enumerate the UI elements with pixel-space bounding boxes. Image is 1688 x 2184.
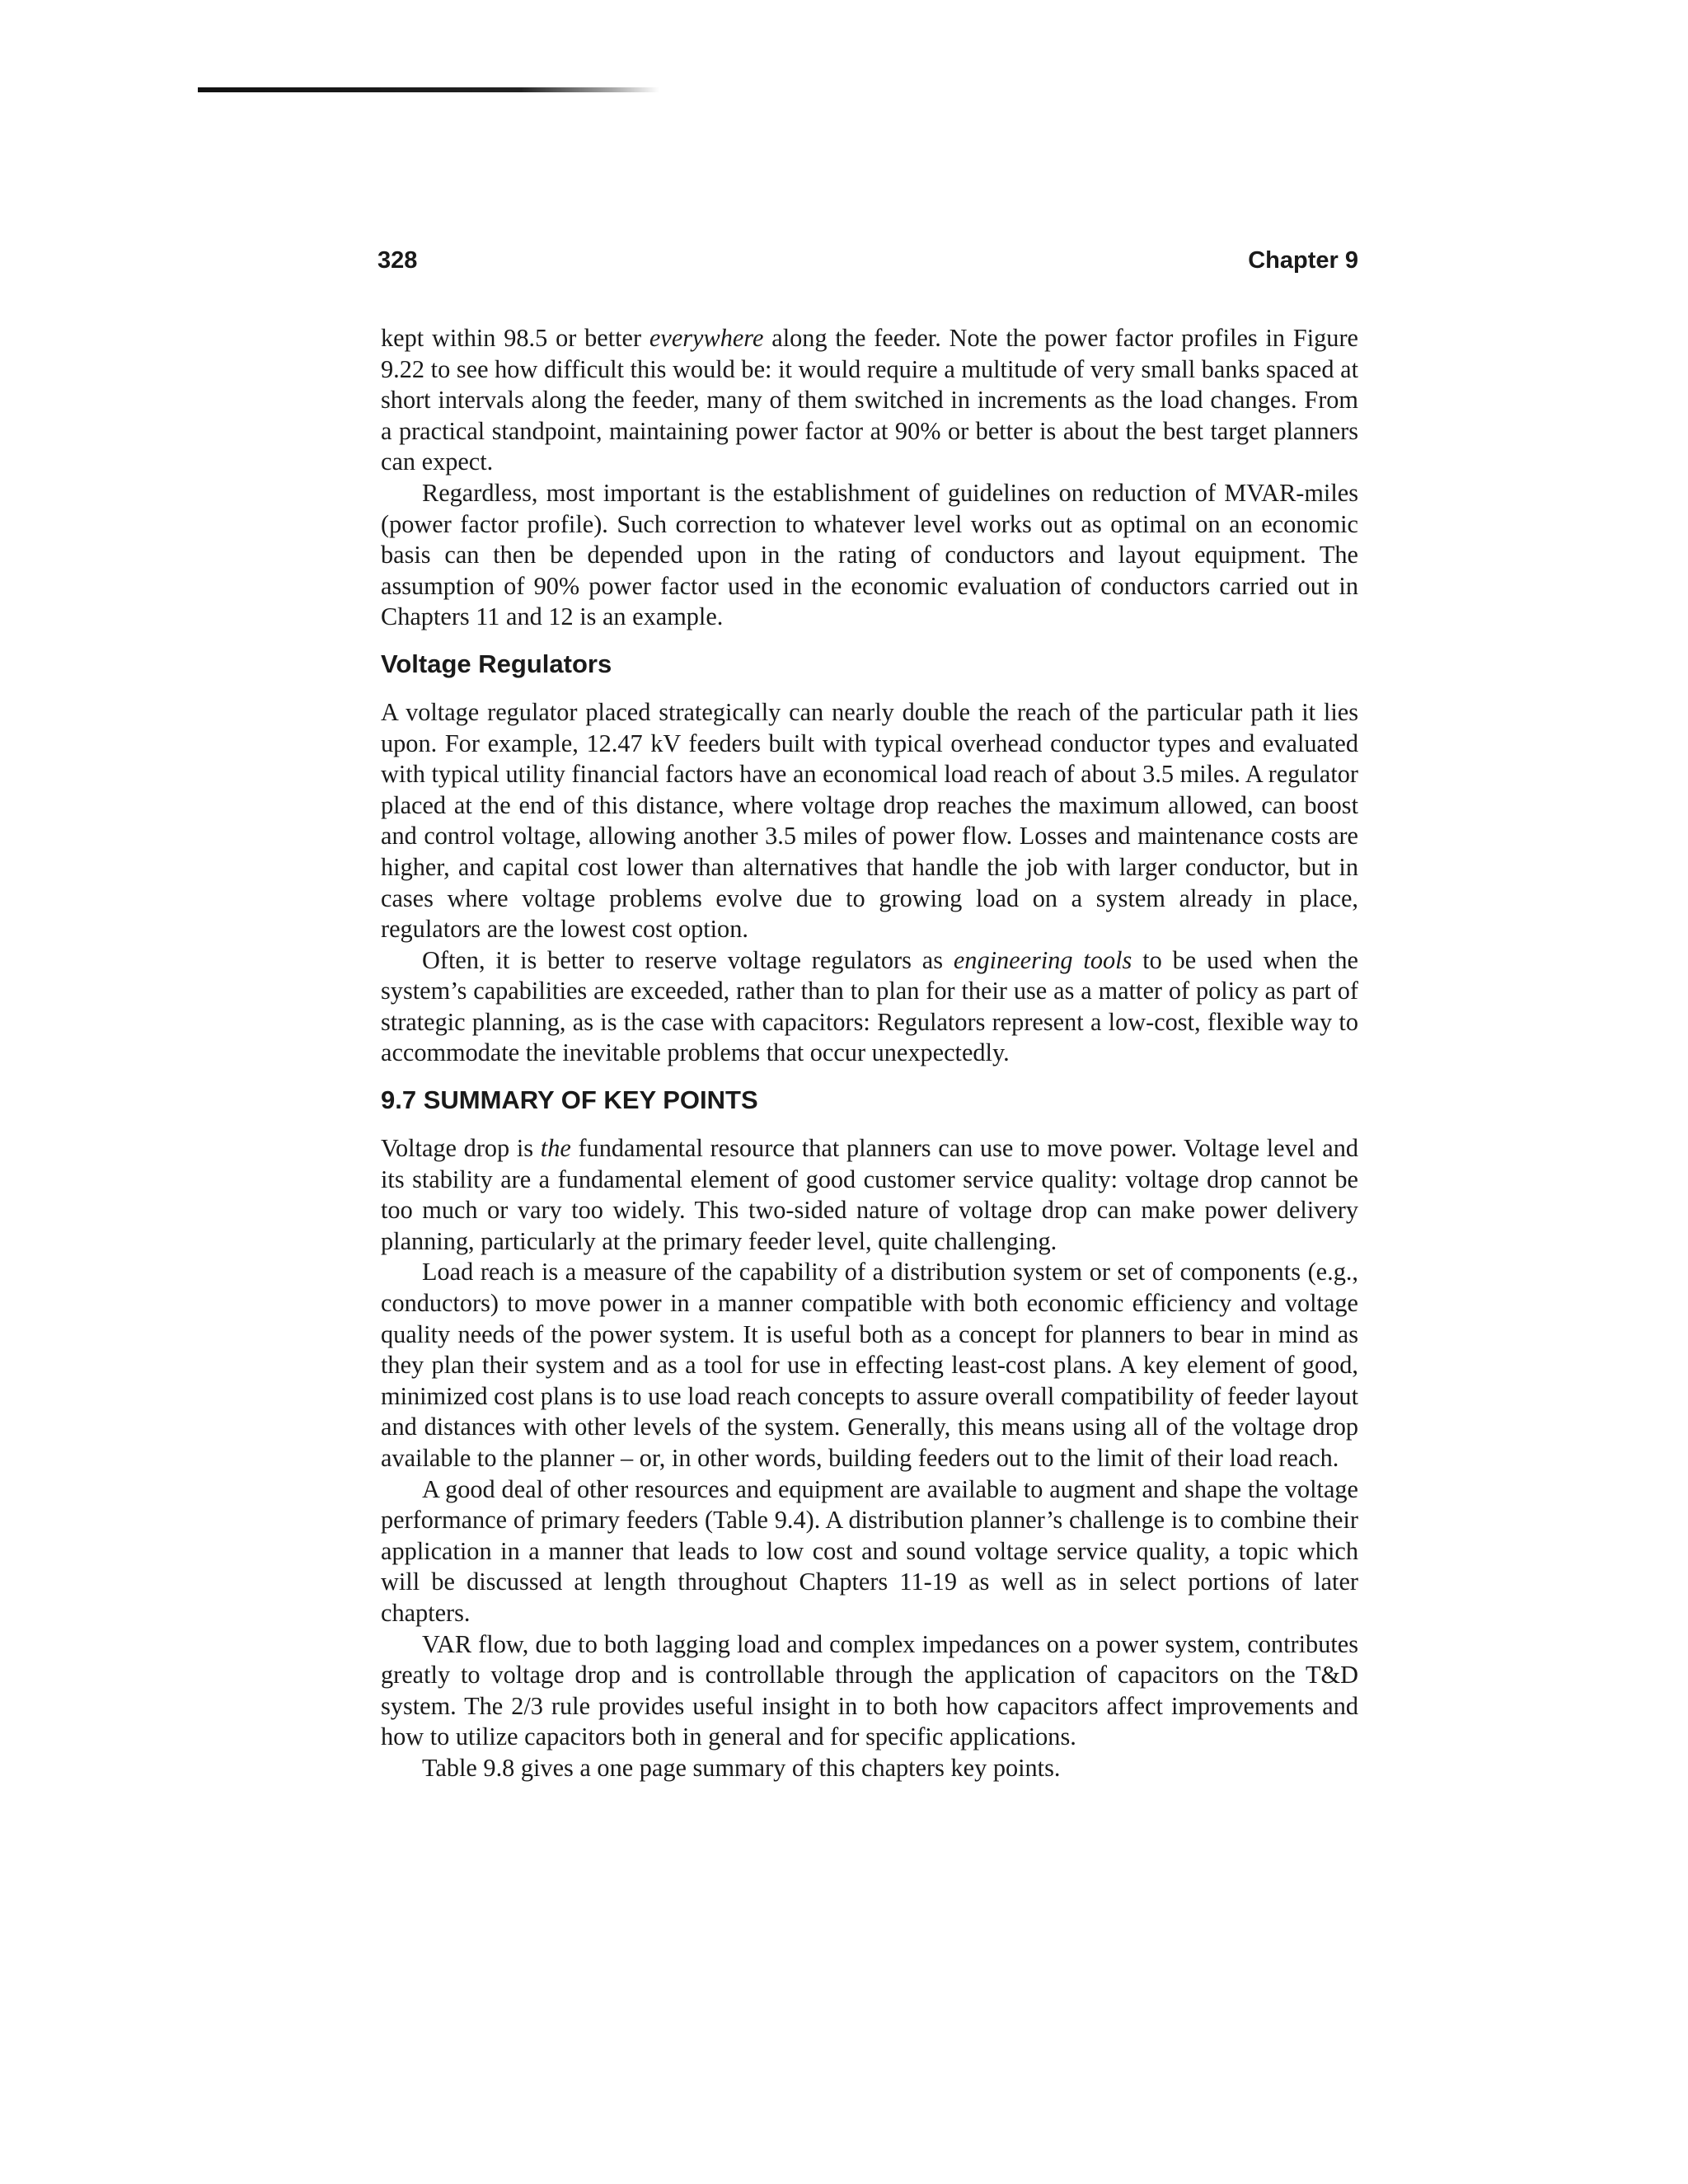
emphasis-text: the	[540, 1134, 571, 1163]
page-body	[381, 323, 1358, 1784]
heading-summary-key-points: 9.7 SUMMARY OF KEY POINTS	[381, 1085, 758, 1115]
page-header	[377, 247, 1358, 280]
emphasis-text: everywhere	[649, 324, 764, 352]
paragraph-regulator-reach: A voltage regulator placed strategically can nearly double the reach of the particular path it lies upon. For example, 12.47 kV feeders built with typical overhead conductor types and evaluated with typical utility financial factors have an economical load reach of about 3.5 miles. A regulator placed at the end of this distance, where voltage drop reaches the maximum allowed, can boost and control voltage, allowing another 3.5 miles of power flow. Losses and maintenance costs are higher, and capital cost lower than alternatives that handle the job with larger conductor, but in cases where voltage problems evolve due to growing load on a system already in place, regulators are the lowest cost option.	[381, 697, 1358, 944]
paragraph-text: to be used when the system’s capabilities are exceeded, rather than to plan for their use as a matter of policy as part of strategic planning, as is the case with capacitors: Regulators represent a low-cost, flexible way to accommodate the inevitable problems that occur unexpectedly.	[381, 945, 1358, 1067]
paragraph-load-reach: Load reach is a measure of the capability of a distribution system or set of components (e.g., conductors) to move power in a manner compatible with both economic efficiency and voltage quality needs of the power system. It is useful both as a concept for planners to bear in mind as they plan their system and as a tool for use in effecting least-cost plans. A key element of good, minimized cost plans is to use load reach concepts to assure overall compatibility of feeder layout and distances with other levels of the system. Generally, this means using all of the voltage drop available to the planner – or, in other words, building feeders out to the limit of their load reach.	[381, 1258, 1358, 1472]
heading-voltage-regulators: Voltage Regulators	[381, 649, 612, 678]
paragraph-voltage-drop	[381, 1133, 1358, 1257]
paragraph-text: Voltage drop is	[381, 1134, 541, 1163]
paragraph-text: fundamental resource that planners can use to move power. Voltage level and its stability are a fundamental element of good customer service quality: voltage drop cannot be too much or vary too widely. This two-sided nature of voltage drop can make power delivery planning, particularly at the primary feeder level, quite challenging.	[381, 1134, 1359, 1255]
emphasis-text: engineering tools	[953, 945, 1132, 974]
paragraph-engineering-tools	[381, 945, 1358, 1069]
paragraph-text: Often, it is better to reserve voltage regulators as	[422, 945, 954, 974]
page-number: 328	[377, 247, 418, 274]
paragraph-mvar-miles: Regardless, most important is the establishment of guidelines on reduction of MVAR-miles (power factor profile). Such correction to whatever level works out as optimal on an economic basis can then be depended upon in the rating of conductors and layout equipment. The assumption of 90% power factor used in the economic evaluation of conductors carried out in Chapters 11 and 12 is an example.	[381, 478, 1358, 631]
paragraph-text: along the feeder. Note the power factor profiles in Figure 9.22 to see how difficult this would be: it would require a multitude of very small banks spaced at short intervals along the feeder, many of them switched in increments as the load changes. From a practical standpoint, maintaining power factor at 90% or better is about the best target planners can expect.	[381, 324, 1358, 476]
paragraph-table-summary: Table 9.8 gives a one page summary of this chapters key points.	[422, 1753, 1061, 1782]
paragraph-var-flow: VAR flow, due to both lagging load and complex impedances on a power system, contributes greatly to voltage drop and is controllable through the application of capacitors on the T&D system. The 2/3 rule provides useful insight in to both how capacitors affect improvements and how to utilize capacitors both in general and for specific applications.	[381, 1629, 1358, 1751]
scan-edge-rule	[198, 87, 659, 92]
paragraph-power-factor	[381, 323, 1358, 478]
paragraph-resources-equipment: A good deal of other resources and equipment are available to augment and shape the voltage performance of primary feeders (Table 9.4). A distribution planner’s challenge is to combine their application in a manner that leads to low cost and sound voltage service quality, a topic which will be discussed at length throughout Chapters 11-19 as well as in select portions of later chapters.	[381, 1474, 1358, 1627]
running-head: Chapter 9	[1248, 247, 1358, 274]
paragraph-text: kept within 98.5 or better	[381, 324, 649, 352]
